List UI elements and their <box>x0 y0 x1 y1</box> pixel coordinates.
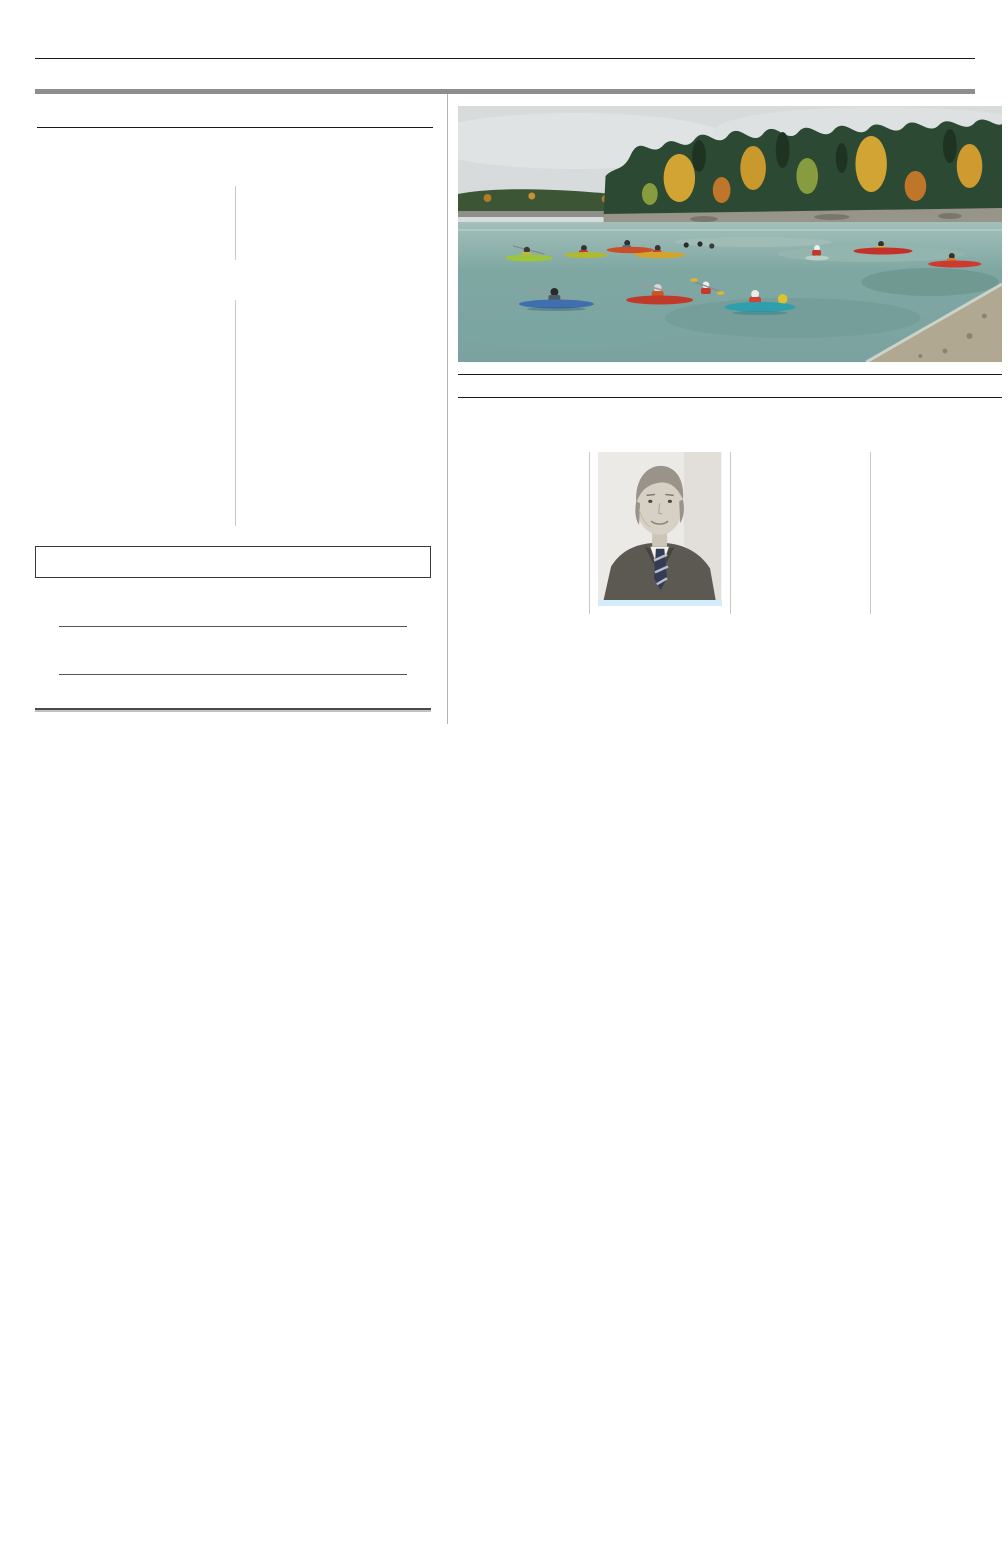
staff-list-newsroom <box>35 642 431 660</box>
offshore-section-label <box>458 377 1002 395</box>
opinion-masthead <box>35 67 975 85</box>
editorial-half <box>35 94 447 724</box>
article-column-4 <box>870 452 1002 614</box>
editorial-column-1 <box>35 186 235 526</box>
portrait-caption <box>598 600 721 606</box>
editorial-body <box>35 186 435 526</box>
editorial-rule <box>37 127 433 128</box>
marvin-ott-photo <box>598 452 721 606</box>
letters-to-editor-box <box>35 546 431 578</box>
pull-quote-spacer <box>247 201 311 487</box>
offshore-top-rule <box>458 374 1002 375</box>
page-body <box>35 94 1006 724</box>
masthead-rule <box>59 626 407 627</box>
pull-quote <box>159 260 309 300</box>
offshore-article-body <box>458 452 1002 614</box>
kayak-photo-illustration <box>458 106 1002 362</box>
offshore-bottom-rule <box>458 397 1002 398</box>
editorial-headline <box>35 136 435 174</box>
masthead-rule <box>59 674 407 675</box>
staff-list-management <box>35 594 431 612</box>
editorial-section-label <box>35 106 435 124</box>
article-column-2 <box>589 452 729 614</box>
masthead-box <box>35 594 435 710</box>
editorial-column-2 <box>235 186 435 526</box>
article-column-1 <box>458 452 589 614</box>
offshore-headline <box>458 402 1002 442</box>
kayakers-photo <box>458 106 1002 362</box>
masthead-heavy-rule <box>35 708 431 710</box>
quote-mark-icon <box>160 262 308 298</box>
page-header <box>35 0 975 59</box>
article-column-3 <box>730 452 870 614</box>
portrait-illustration <box>598 452 721 600</box>
offshore-half <box>447 94 1006 724</box>
